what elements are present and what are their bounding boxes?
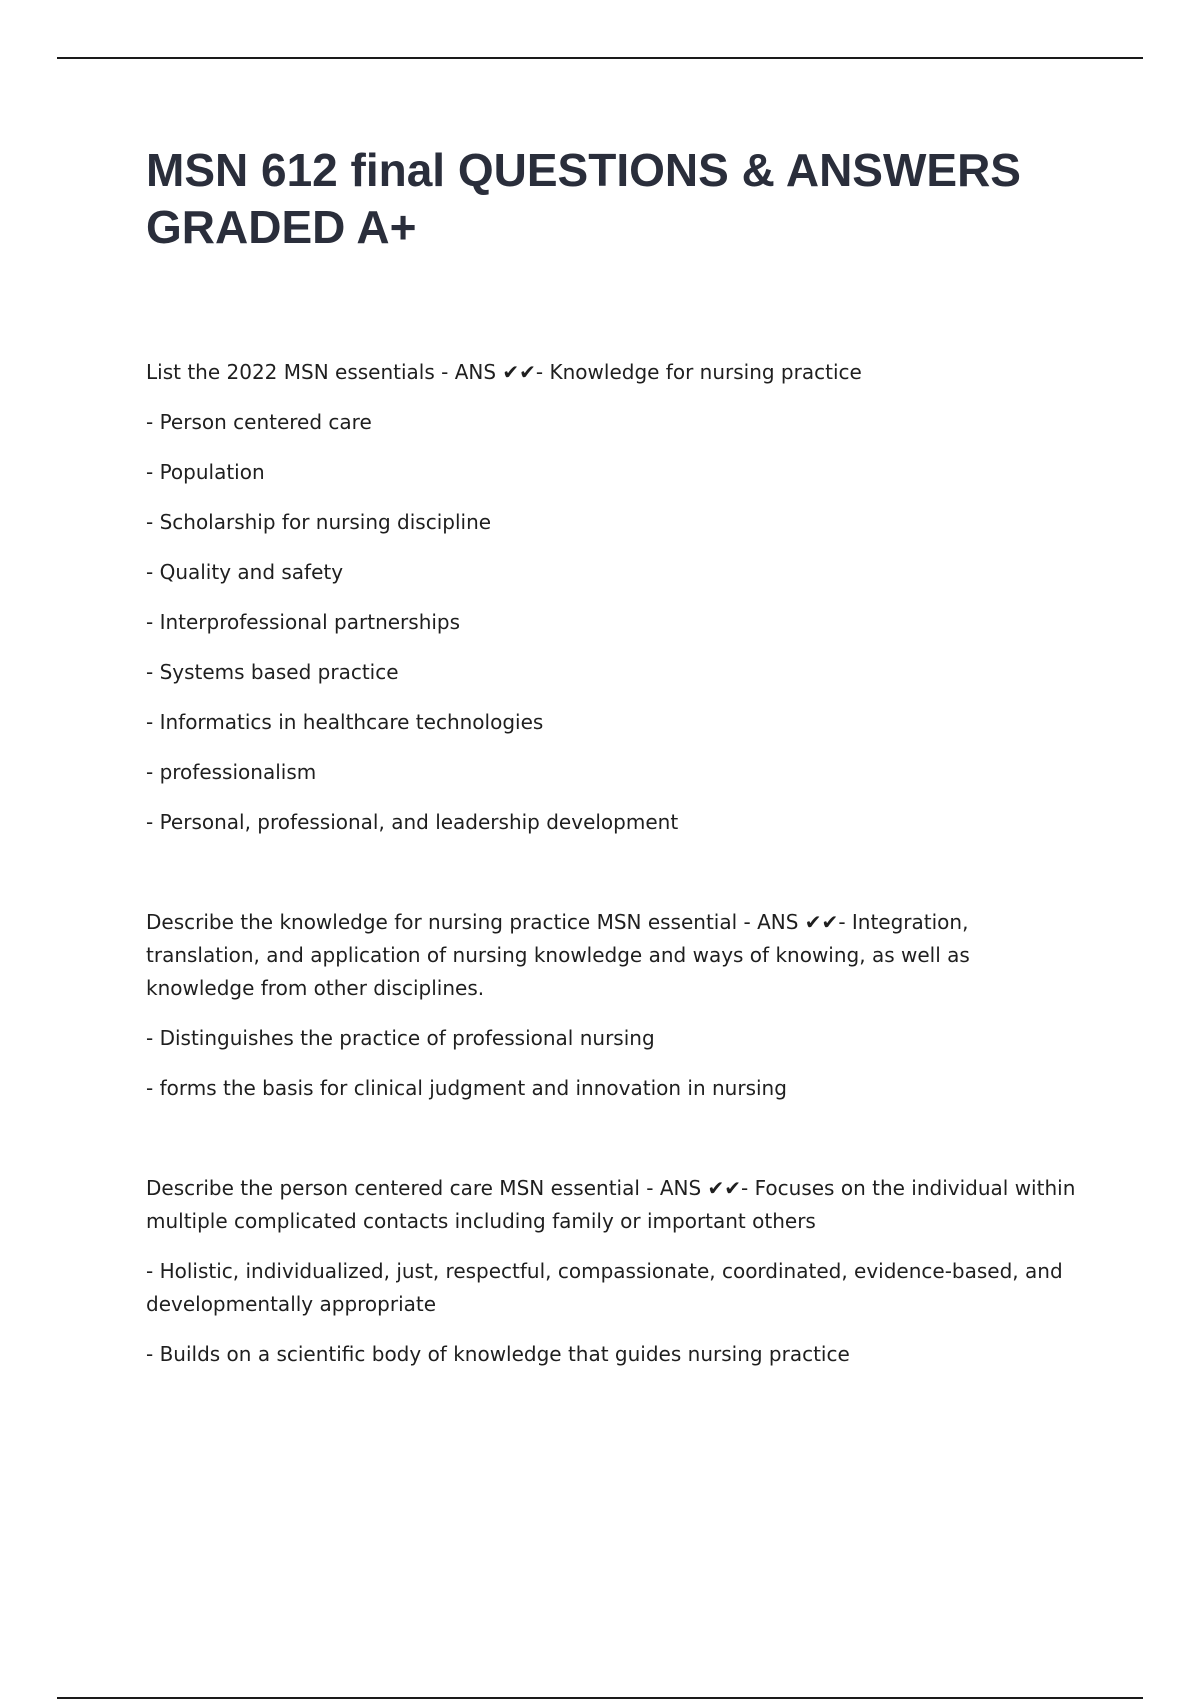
answer-line: - Builds on a scientific body of knowledge that guides nursing practice: [146, 1342, 850, 1366]
answer-line: - Quality and safety: [146, 560, 344, 584]
answer-line: - Informatics in healthcare technologies: [146, 710, 544, 734]
qa-block-msn-essentials: [146, 356, 1076, 839]
answer-line: - Holistic, individualized, just, respectful, compassionate, coordinated, evidence-based, and developmentally appropriate: [146, 1259, 1069, 1316]
answer-line: - forms the basis for clinical judgment and innovation in nursing: [146, 1076, 787, 1100]
document-body: [146, 356, 1082, 1371]
answer-line: - Scholarship for nursing discipline: [146, 510, 492, 534]
bottom-divider: [57, 1697, 1143, 1699]
answer-line: - Personal, professional, and leadership development: [146, 810, 679, 834]
answer-line: - Population: [146, 460, 265, 484]
answer-line: - professionalism: [146, 760, 317, 784]
page-title: MSN 612 final QUESTIONS & ANSWERS GRADED A+: [146, 144, 1021, 253]
qa-block-person-centered-care: [146, 1172, 1082, 1371]
question-line: List the 2022 MSN essentials - ANS ✔✔- Knowledge for nursing practice: [146, 360, 862, 384]
question-line: Describe the person centered care MSN essential - ANS ✔✔- Focuses on the individual within multiple complicated contacts including family or important others: [146, 1176, 1082, 1233]
answer-line: - Systems based practice: [146, 660, 399, 684]
top-divider: [57, 57, 1143, 59]
answer-line: - Distinguishes the practice of professional nursing: [146, 1026, 655, 1050]
qa-block-knowledge-for-nursing-practice: [146, 906, 1076, 1105]
question-line: Describe the knowledge for nursing practice MSN essential - ANS ✔✔- Integration, translation, and application of nursing knowledge and ways of knowing, as well as knowledge from other disciplines.: [146, 910, 977, 1000]
answer-line: - Interprofessional partnerships: [146, 610, 461, 634]
answer-line: - Person centered care: [146, 410, 372, 434]
